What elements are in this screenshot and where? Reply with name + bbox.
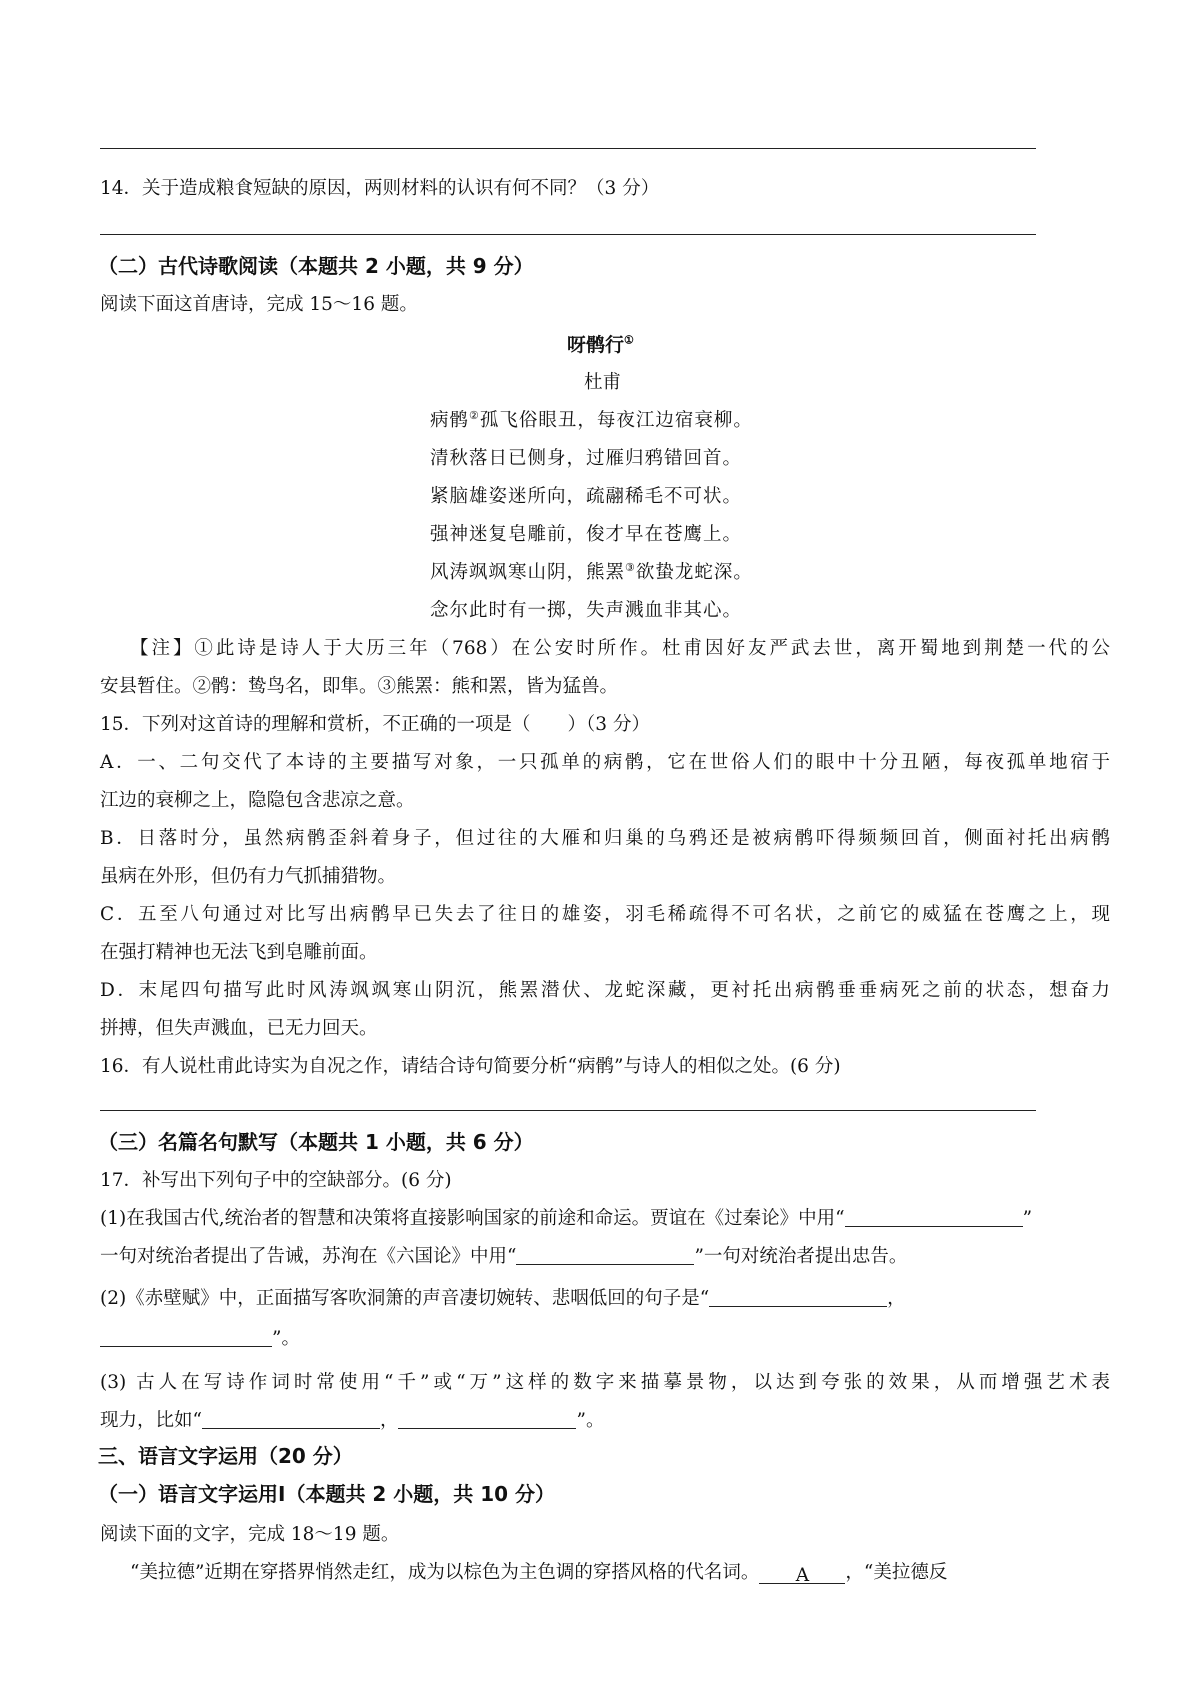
question-17-part-3: (3) 古人在写诗作词时常使用“千”或“万”这样的数字来描摹景物，以达到夸张的效果，从而增强艺术表: [100, 1372, 1110, 1393]
poem-line: 风涛飒飒寒山阴，熊罴③欲蛰龙蛇深。: [430, 560, 753, 583]
poem-title: 呀鹘行①: [567, 333, 634, 356]
fill-blank[interactable]: [516, 1244, 694, 1265]
poem-author: 杜甫: [584, 372, 622, 393]
fill-blank[interactable]: [100, 1326, 272, 1347]
poem-line: 清秋落日已侧身，过雁归鸦错回首。: [430, 448, 743, 469]
fill-blank-a[interactable]: A: [759, 1563, 845, 1584]
question-17-part-1: (1)在我国古代,统治者的智慧和决策将直接影响国家的前途和命运。贾谊在《过秦论》中用“ ”: [100, 1208, 1033, 1229]
reading-passage: “美拉德”近期在穿搭界悄然走红，成为以棕色为主色调的穿搭风格的代名词。 A ，“美拉德反: [130, 1562, 948, 1586]
poem-line: 念尔此时有一掷，失声溅血非其心。: [430, 600, 743, 621]
section-heading-poetry: （二）古代诗歌阅读（本题共 2 小题，共 9 分）: [98, 254, 534, 278]
section-heading-language-use-1: （一）语言文字运用Ⅰ（本题共 2 小题，共 10 分）: [98, 1482, 556, 1506]
poem-line: 病鹘②孤飞俗眼丑，每夜江边宿衰柳。: [430, 408, 753, 431]
section-heading-recitation: （三）名篇名句默写（本题共 1 小题，共 6 分）: [98, 1130, 534, 1154]
question-14: 14．关于造成粮食短缺的原因，两则材料的认识有何不同？（3 分）: [100, 178, 660, 199]
fill-blank[interactable]: [845, 1206, 1023, 1227]
option-c: 在强打精神也无法飞到皂雕前面。: [100, 942, 378, 963]
option-c: C．五至八句通过对比写出病鹘早已失去了往日的雄姿，羽毛稀疏得不可名状，之前它的威猛在苍鹰之上，现: [100, 904, 1110, 925]
option-a: 江边的衰柳之上，隐隐包含悲凉之意。: [100, 790, 415, 811]
poem-line: 紧脑雄姿迷所向，疏翮稀毛不可状。: [430, 486, 743, 507]
question-16: 16．有人说杜甫此诗实为自况之作，请结合诗句简要分析“病鹘”与诗人的相似之处。(6 分): [100, 1056, 841, 1077]
poem-line: 强神迷复皂雕前，俊才早在苍鹰上。: [430, 524, 743, 545]
section-intro: 阅读下面这首唐诗，完成 15～16 题。: [100, 294, 418, 315]
question-17-part-3: 现力，比如“ ， ”。: [100, 1410, 605, 1431]
question-17-part-1: 一句对统治者提出了告诫，苏洵在《六国论》中用“ ”一句对统治者提出忠告。: [100, 1246, 908, 1267]
fill-blank[interactable]: [709, 1286, 887, 1307]
option-d: D．末尾四句描写此时风涛飒飒寒山阴沉，熊罴潜伏、龙蛇深藏，更衬托出病鹘垂垂病死之前的状态，想奋力: [100, 980, 1110, 1001]
poem-note: 安县暂住。②鹘：鸷鸟名，即隼。③熊罴：熊和罴，皆为猛兽。: [100, 676, 619, 697]
question-17: 17．补写出下列句子中的空缺部分。(6 分): [100, 1170, 452, 1191]
option-d: 拼搏，但失声溅血，已无力回天。: [100, 1018, 378, 1039]
section-intro: 阅读下面的文字，完成 18～19 题。: [100, 1524, 400, 1545]
answer-line: [100, 234, 1036, 235]
part-heading-language-use: 三、语言文字运用（20 分）: [98, 1444, 353, 1468]
question-15: 15．下列对这首诗的理解和赏析，不正确的一项是（ ）（3 分）: [100, 714, 650, 735]
option-b: 虽病在外形，但仍有力气抓捕猎物。: [100, 866, 397, 887]
answer-line: [100, 1110, 1036, 1111]
answer-line: [100, 148, 1036, 149]
question-17-part-2: (2)《赤壁赋》中，正面描写客吹洞箫的声音凄切婉转、悲咽低回的句子是“ ，: [100, 1288, 906, 1309]
option-b: B．日落时分，虽然病鹘歪斜着身子，但过往的大雁和归巢的乌鸦还是被病鹘吓得频频回首，侧面衬托出病鹘: [100, 828, 1110, 849]
fill-blank[interactable]: [398, 1408, 576, 1429]
fill-blank[interactable]: [202, 1408, 380, 1429]
question-17-part-2: ”。: [100, 1326, 300, 1352]
poem-note: 【注】①此诗是诗人于大历三年（768）在公安时所作。杜甫因好友严武去世，离开蜀地到荆楚一代的公: [130, 638, 1110, 659]
option-a: A．一、二句交代了本诗的主要描写对象，一只孤单的病鹘，它在世俗人们的眼中十分丑陋，每夜孤单地宿于: [100, 752, 1110, 773]
